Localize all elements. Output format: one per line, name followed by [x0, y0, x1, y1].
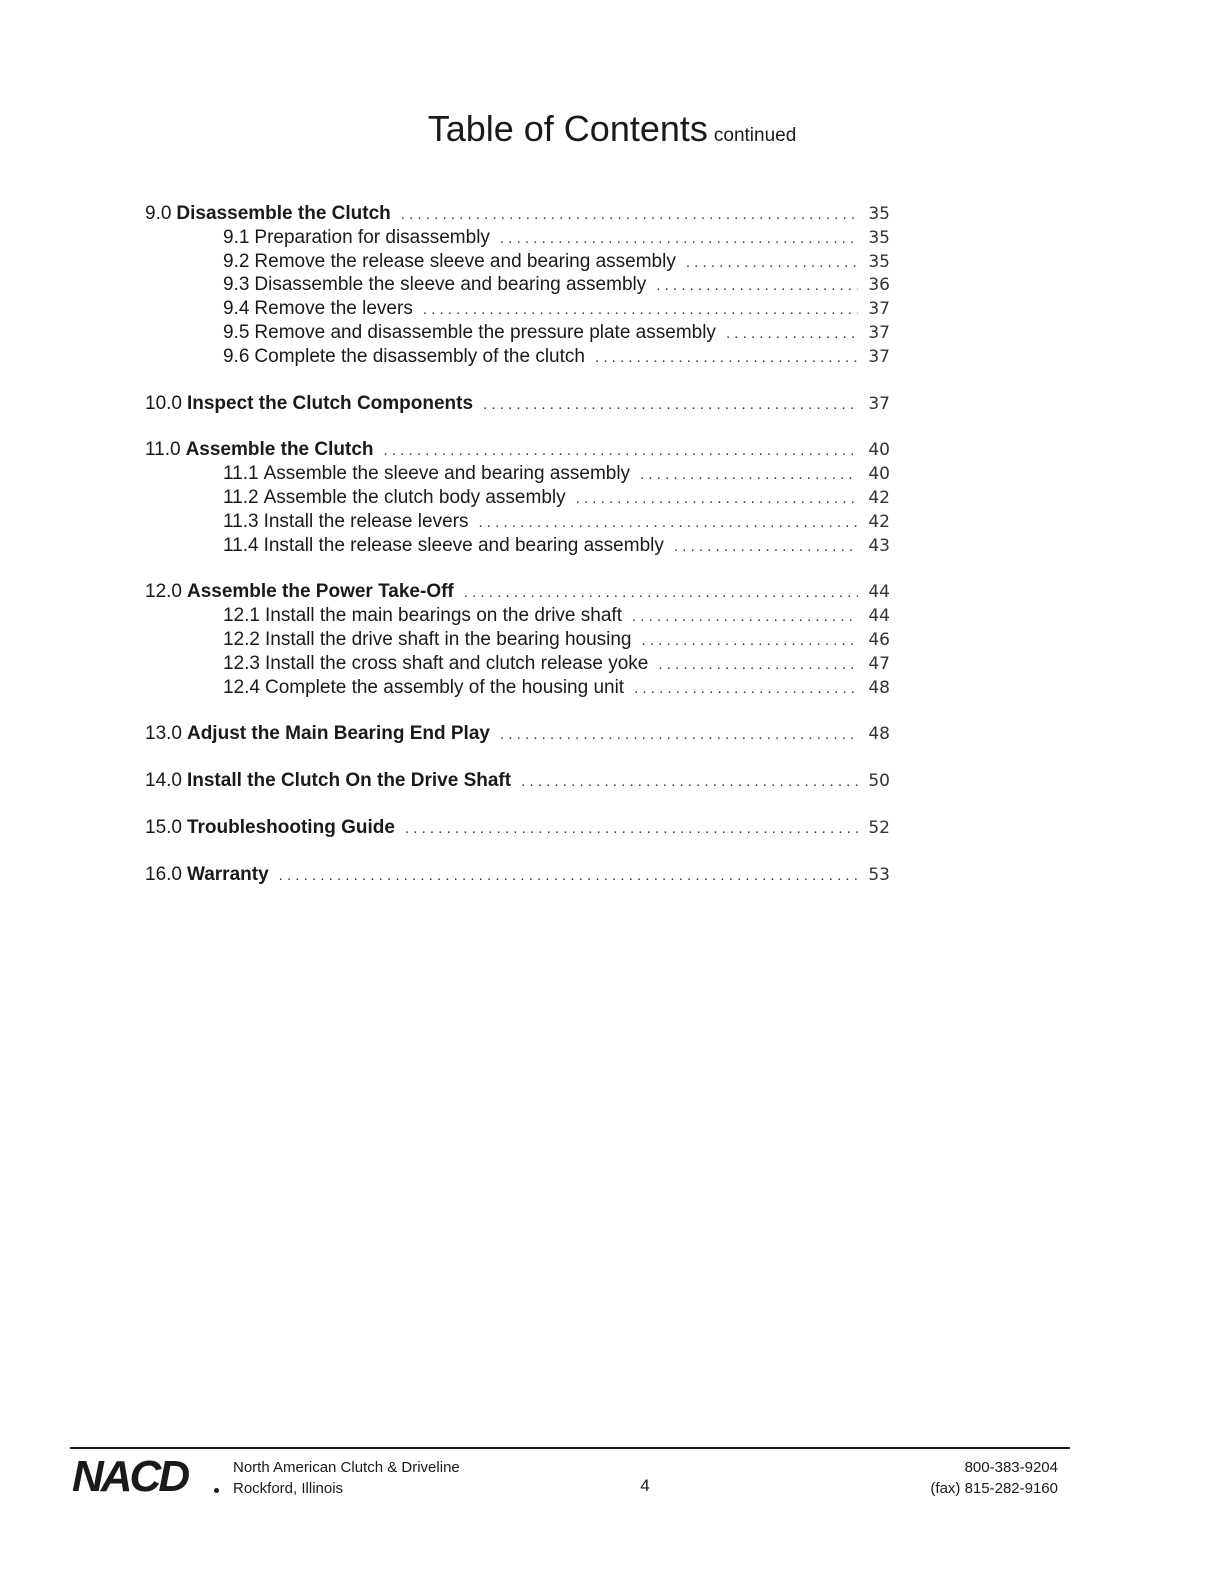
dot-leader — [686, 251, 858, 275]
page-title — [0, 108, 1224, 150]
entry-number: 11.3 — [223, 510, 259, 532]
toc-subentry[interactable] — [145, 226, 890, 250]
entry-page: 35 — [868, 227, 890, 248]
entry-page: 44 — [868, 606, 890, 627]
entry-number: 9.6 — [223, 345, 250, 367]
entry-title: Disassemble the sleeve and bearing assembly — [254, 274, 647, 296]
entry-title: Install the Clutch On the Drive Shaft — [186, 770, 512, 792]
entry-page: 46 — [868, 629, 890, 650]
entry-page: 48 — [868, 677, 890, 698]
entry-number: 12.1 — [223, 605, 260, 627]
entry-number: 15.0 — [145, 816, 182, 838]
toc-subentry[interactable] — [145, 534, 890, 558]
entry-title: Remove the levers — [254, 298, 413, 320]
dot-leader — [576, 487, 858, 511]
entry-title: Remove and disassemble the pressure plate assembly — [254, 321, 716, 343]
entry-title: Assemble the Clutch — [185, 439, 374, 461]
entry-number: 12.4 — [223, 676, 260, 698]
entry-page: 48 — [868, 724, 890, 745]
entry-number: 9.3 — [223, 274, 250, 296]
dot-leader — [640, 463, 858, 487]
entry-number: 9.5 — [223, 321, 250, 343]
entry-title: Assemble the sleeve and bearing assembly — [263, 463, 631, 485]
entry-title: Assemble the Power Take-Off — [186, 581, 454, 603]
toc-section — [145, 580, 890, 699]
entry-title: Troubleshooting Guide — [186, 816, 395, 838]
entry-number: 14.0 — [145, 770, 182, 792]
title-subtitle: continued — [713, 125, 797, 146]
entry-page: 42 — [868, 511, 890, 532]
toc-entry[interactable] — [145, 202, 890, 226]
dot-leader — [401, 203, 858, 227]
toc-section — [145, 438, 890, 557]
toc-subentry[interactable] — [145, 486, 890, 510]
entry-number: 12.3 — [223, 652, 260, 674]
entry-page: 37 — [868, 346, 890, 367]
dot-leader — [384, 439, 858, 463]
entry-title: Assemble the clutch body assembly — [263, 486, 566, 508]
entry-number: 12.0 — [145, 581, 182, 603]
dot-leader — [464, 581, 858, 605]
dot-leader — [726, 322, 858, 346]
entry-number: 11.1 — [223, 463, 259, 485]
entry-title: Install the main bearings on the drive shaft — [264, 605, 622, 627]
toc-entry[interactable] — [145, 580, 890, 604]
toc-entry[interactable] — [145, 816, 890, 840]
entry-title: Install the release sleeve and bearing assembly — [263, 534, 664, 556]
dot-leader — [500, 227, 858, 251]
toc-subentry[interactable] — [145, 676, 890, 700]
toc-subentry[interactable] — [145, 250, 890, 274]
dot-leader — [478, 511, 858, 535]
entry-number: 11.4 — [223, 534, 259, 556]
toc-entry[interactable] — [145, 438, 890, 462]
toc-subentry[interactable] — [145, 345, 890, 369]
dot-leader — [483, 393, 858, 417]
entry-number: 9.1 — [223, 226, 250, 248]
entry-title: Complete the disassembly of the clutch — [254, 345, 585, 367]
toc-section — [145, 863, 890, 887]
entry-page: 35 — [868, 204, 890, 224]
entry-number: 9.0 — [145, 203, 172, 224]
footer-divider — [70, 1447, 1070, 1449]
entry-number: 9.2 — [223, 250, 250, 272]
company-location: Rockford, Illinois — [233, 1480, 344, 1497]
entry-page: 35 — [868, 251, 890, 272]
entry-page: 44 — [868, 582, 890, 603]
table-of-contents — [145, 202, 890, 910]
toc-section — [145, 816, 890, 840]
dot-leader — [658, 653, 858, 677]
entry-page: 43 — [868, 535, 890, 556]
entry-page: 53 — [868, 864, 890, 885]
toc-subentry[interactable] — [145, 321, 890, 345]
entry-title: Install the release levers — [263, 510, 469, 532]
entry-number: 10.0 — [145, 392, 182, 414]
toc-subentry[interactable] — [145, 652, 890, 676]
entry-title: Remove the release sleeve and bearing assembly — [254, 250, 676, 272]
toc-subentry[interactable] — [145, 628, 890, 652]
entry-number: 11.2 — [223, 486, 259, 508]
entry-page: 40 — [868, 440, 890, 461]
entry-page: 37 — [868, 393, 890, 414]
toc-entry[interactable] — [145, 769, 890, 793]
dot-leader — [634, 677, 858, 701]
title-text: Table of Contents — [427, 108, 708, 149]
entry-title: Preparation for disassembly — [254, 226, 490, 248]
company-name: North American Clutch & Driveline — [233, 1459, 460, 1476]
dot-leader — [521, 770, 858, 794]
entry-number: 11.0 — [145, 439, 181, 461]
dot-leader — [595, 346, 858, 370]
phone-number: 800-383-9204 — [964, 1459, 1058, 1476]
fax-number: (fax) 815-282-9160 — [930, 1480, 1058, 1497]
toc-section — [145, 202, 890, 369]
entry-page: 37 — [868, 322, 890, 343]
toc-subentry[interactable] — [145, 462, 890, 486]
entry-page: 42 — [868, 487, 890, 508]
toc-section — [145, 392, 890, 416]
toc-entry[interactable] — [145, 392, 890, 416]
entry-page: 40 — [868, 464, 890, 485]
dot-leader — [423, 298, 858, 322]
entry-page: 47 — [868, 653, 890, 674]
toc-entry[interactable] — [145, 722, 890, 746]
dot-leader — [279, 864, 858, 888]
dot-leader — [500, 723, 858, 747]
toc-subentry[interactable] — [145, 297, 890, 321]
entry-title: Warranty — [186, 863, 269, 885]
entry-title: Adjust the Main Bearing End Play — [186, 723, 490, 745]
toc-section — [145, 769, 890, 793]
toc-subentry[interactable] — [145, 273, 890, 297]
toc-entry[interactable] — [145, 863, 890, 887]
entry-page: 37 — [868, 299, 890, 320]
toc-section — [145, 722, 890, 746]
nacd-logo: NACD — [72, 1452, 188, 1501]
entry-page: 50 — [868, 771, 890, 792]
entry-title: Install the cross shaft and clutch release yoke — [264, 652, 649, 674]
entry-number: 9.4 — [223, 298, 250, 320]
dot-leader — [642, 629, 859, 653]
entry-number: 12.2 — [223, 628, 260, 650]
entry-title: Install the drive shaft in the bearing housing — [264, 628, 632, 650]
toc-subentry[interactable] — [145, 510, 890, 534]
entry-title: Disassemble the Clutch — [176, 203, 391, 224]
entry-title: Complete the assembly of the housing unit — [264, 676, 625, 698]
contact-info — [930, 1457, 1058, 1499]
entry-page: 52 — [868, 817, 890, 838]
page-number: 4 — [640, 1476, 650, 1495]
toc-subentry[interactable] — [145, 604, 890, 628]
entry-title: Inspect the Clutch Components — [186, 392, 474, 414]
entry-number: 13.0 — [145, 723, 182, 745]
entry-page: 36 — [868, 275, 890, 296]
dot-leader — [656, 274, 858, 298]
entry-number: 16.0 — [145, 863, 182, 885]
dot-leader — [632, 605, 858, 629]
dot-leader — [674, 535, 858, 559]
dot-leader — [405, 817, 858, 841]
